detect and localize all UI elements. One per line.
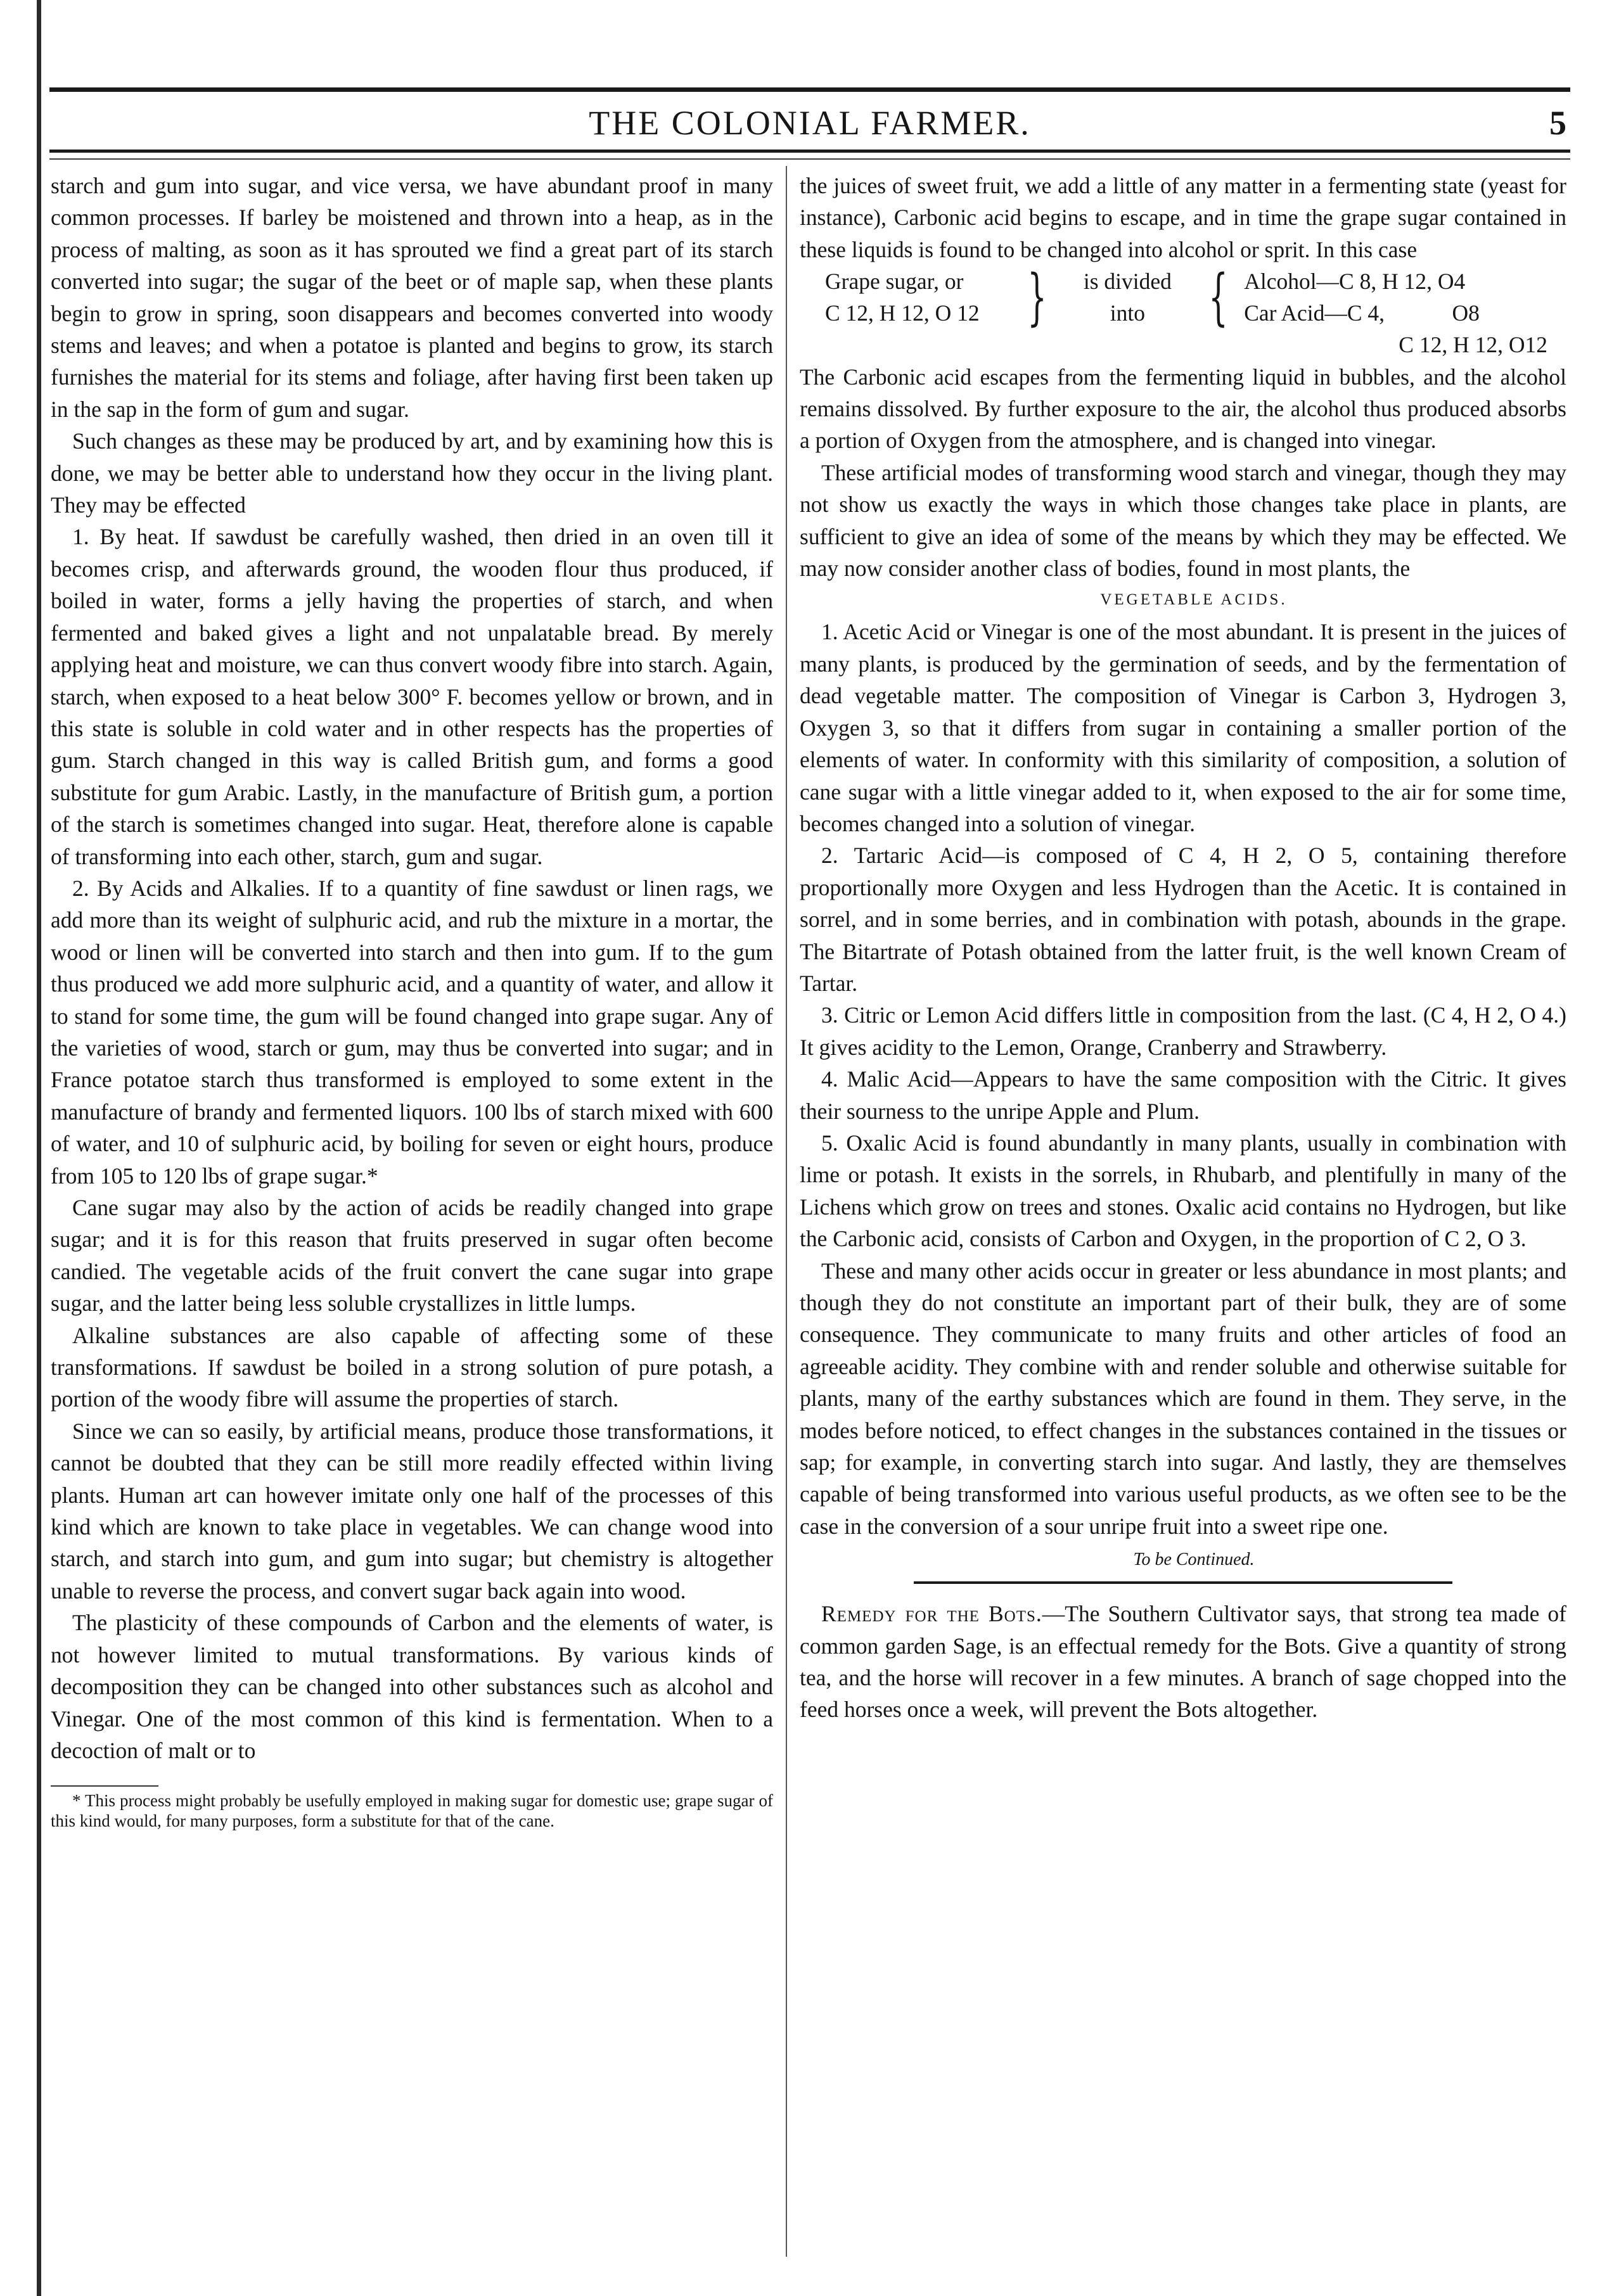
left-column (51, 170, 773, 1831)
paragraph: Alkaline substances are also capable of affecting some of these transformations. If sawdust be boiled in a strong solution of pure potash, a portion of the woody fibre will assume the properties of starch. (51, 1322, 773, 1412)
paragraph: 5. Oxalic Acid is found abundantly in many plants, usually in combination with lime or potash. It exists in the sorrels, in Rhubarb, and plentifully in many of the Lichens which grow on trees and stones. Oxalic acid contains no Hydrogen, but like the Carbonic acid, consists of Carbon and Oxygen, in the proportion of C 2, O 3. (800, 1130, 1566, 1252)
paragraph: 4. Malic Acid—Appears to have the same composition with the Citric. It gives their sourness to the unripe Apple and Plum. (800, 1066, 1566, 1124)
formula-sum: C 12, H 12, O12 (1399, 332, 1547, 358)
remedy-title: Remedy for the Bots. (821, 1601, 1042, 1627)
paragraph: Cane sugar may also by the action of acids be readily changed into grape sugar; and it is for this reason that fruits preserved in sugar often become candied. The vegetable acids of the fruit convert the cane sugar into grape sugar, and the latter being less soluble crystallizes in little lumps. (51, 1195, 773, 1317)
formula-text: Alcohol—C 8, H 12, O4 (1244, 268, 1466, 294)
paragraph: 2. Tartaric Acid—is composed of C 4, H 2, O 5, containing therefore proportionally more Oxygen and less Hydrogen than the Acetic. It is contained in sorrel, and in some berries, and in combination with potash, abounds in the grape. The Bitartrate of Potash obtained from the latter fruit, is the well known Cream of Tartar. (800, 843, 1566, 996)
page-header (49, 101, 1570, 144)
formula-text: Car Acid—C 4, O8 (1244, 300, 1480, 326)
paragraph: These artificial modes of transforming wood starch and vinegar, though they may not show us exactly the ways in which those changes take place in plants, are sufficient to give an idea of some of the means by which they may be effected. We may now consider another class of bodies, found in most plants, the (800, 459, 1566, 582)
formula-right (1244, 265, 1566, 329)
header-rule-thin (49, 158, 1570, 160)
binding-edge-rule (37, 0, 41, 2296)
paragraph: These and many other acids occur in greater or less abundance in most plants; and though they do not constitute an important part of their bulk, they are of some consequence. They communicate to many fruits and other articles of food an agreeable acidity. They combine with and render soluble and otherwise suitable for plants, many of the earthy substances which are found in them. They serve, in the modes before noticed, to effect changes in the substances contained in the tissues or sap; for example, in converting starch into sugar. And lastly, they are themselves capable of being transformed into various useful products, as we often see to be the case in the conversion of a sour unripe fruit into a sweet ripe one. (800, 1258, 1566, 1539)
masthead-title: THE COLONIAL FARMER. (589, 104, 1031, 142)
paragraph: starch and gum into sugar, and vice versa, we have abundant proof in many common processes. If barley be moistened and thrown into a heap, as in the process of malting, as soon as it has sprouted we find a great part of its starch converted into sugar; the sugar of the beet or of maple sap, when these plants begin to grow in spring, soon disappears and becomes converted into woody stems and leaves; and when a potatoe is planted and begins to grow, its starch furnishes the material for its stems and foliage, after having first been taken up in the sap in the form of gum and sugar. (51, 173, 773, 422)
formula-mid (1063, 265, 1193, 329)
remedy-text: —The Southern Cultivator says, that strong tea made of common garden Sage, is an effectual remedy for the Bots. Give a quantity of strong tea, and the horse will recover in a few minutes. A branch of sage chopped into the feed horses once a week, will prevent the Bots altogether. (800, 1601, 1566, 1723)
paragraph: The Carbonic acid escapes from the fermenting liquid in bubbles, and the alcohol remains dissolved. By further exposure to the air, the alcohol thus produced absorbs a portion of Oxygen from the atmosphere, and is changed into vinegar. (800, 364, 1566, 454)
paragraph: 2. By Acids and Alkalies. If to a quantity of fine sawdust or linen rags, we add more than its weight of sulphuric acid, and rub the mixture in a mortar, the wood or linen will be converted into starch and then into gum. If to the gum thus produced we add more sulphuric acid, and a quantity of water, and allow it to stand for some time, the gum will be found changed into grape sugar. Any of the varieties of wood, starch or gum, may thus be converted into sugar; and in France potatoe starch thus transformed is employed to some extent in the manufacture of brandy and fermented liquors. 100 lbs of starch mixed with 600 of water, and 10 of sulphuric acid, by boiling for seven or eight hours, produce from 105 to 120 lbs of grape sugar.* (51, 875, 773, 1189)
top-rule (49, 87, 1570, 92)
formula-text: is divided (1083, 268, 1172, 294)
paragraph: The plasticity of these compounds of Carbon and the elements of water, is not however limited to mutual transformations. By various kinds of decomposition they can be changed into other substances such as alcohol and Vinegar. One of the most common of this kind is fermentation. When to a decoction of malt or to (51, 1610, 773, 1763)
brace-glyph: } (1027, 262, 1047, 333)
paragraph: 1. By heat. If sawdust be carefully washed, then dried in an oven till it becomes crisp, and afterwards ground, the wooden flour thus produced, if boiled in water, forms a jelly having the properties of starch, and when fermented and baked gives a light and not unpalatable bread. By merely applying heat and moisture, we can thus convert woody fibre into starch. Again, starch, when exposed to a heat below 300° F. becomes yellow or brown, and in this state is soluble in cold water and in other respects has the properties of gum. Starch changed in this way is called British gum, and forms a good substitute for gum Arabic. Lastly, in the manufacture of British gum, a portion of the starch is sometimes changed into sugar. Heat, therefore alone is capable of transforming into each other, starch, gum and sugar. (51, 524, 773, 869)
footnote-rule (51, 1785, 158, 1787)
paragraph: Since we can so easily, by artificial means, produce those transformations, it cannot be doubted that they can be still more readily effected within living plants. Human art can however imitate only one half of the processes of this kind which are known to take place in vegetables. We can change wood into starch, and starch into gum, and gum into sugar; but chemistry is altogether unable to reverse the process, and convert sugar back again into wood. (51, 1418, 773, 1604)
paragraph: 3. Citric or Lemon Acid differs little in composition from the last. (C 4, H 2, O 4.) It gives acidity to the Lemon, Orange, Cranberry and Strawberry. (800, 1002, 1566, 1060)
footnote: * This process might probably be usefully employed in making sugar for domestic use; grape sugar of this kind would, for many purposes, form a substitute for that of the cane. (51, 1791, 773, 1831)
paragraph: the juices of sweet fruit, we add a little of any matter in a fermenting state (yeast for instance), Carbonic acid begins to escape, and in time the grape sugar contained in these liquids is found to be changed into alcohol or sprit. In this case (800, 173, 1566, 262)
paragraph: 1. Acetic Acid or Vinegar is one of the most abundant. It is present in the juices of many plants, is produced by the germination of seeds, and by the fermentation of dead vegetable matter. The composition of Vinegar is Carbon 3, Hydrogen 3, Oxygen 3, so that it differs from sugar in containing a smaller portion of the elements of water. In conformity with this similarity of composition, a solution of cane sugar with a little vinegar added to it, when exposed to the air for some time, becomes changed into a solution of vinegar. (800, 619, 1566, 836)
brace-glyph: { (1208, 262, 1228, 333)
page-number: 5 (1549, 104, 1566, 142)
formula-text: C 12, H 12, O 12 (825, 300, 980, 326)
remedy-paragraph (800, 1598, 1566, 1726)
formula-text: Grape sugar, or (825, 268, 964, 294)
fermentation-formula (825, 262, 1566, 333)
right-column (800, 170, 1566, 1726)
formula-left (825, 265, 1011, 329)
header-rule (49, 150, 1570, 153)
continued-note: To be Continued. (1133, 1550, 1255, 1570)
section-rule (914, 1581, 1452, 1584)
column-divider (786, 166, 787, 2257)
section-heading: VEGETABLE ACIDS. (1100, 591, 1288, 609)
paragraph: Such changes as these may be produced by art, and by examining how this is done, we may be better able to understand how they occur in the living plant. They may be effected (51, 428, 773, 518)
formula-text: into (1110, 300, 1145, 326)
